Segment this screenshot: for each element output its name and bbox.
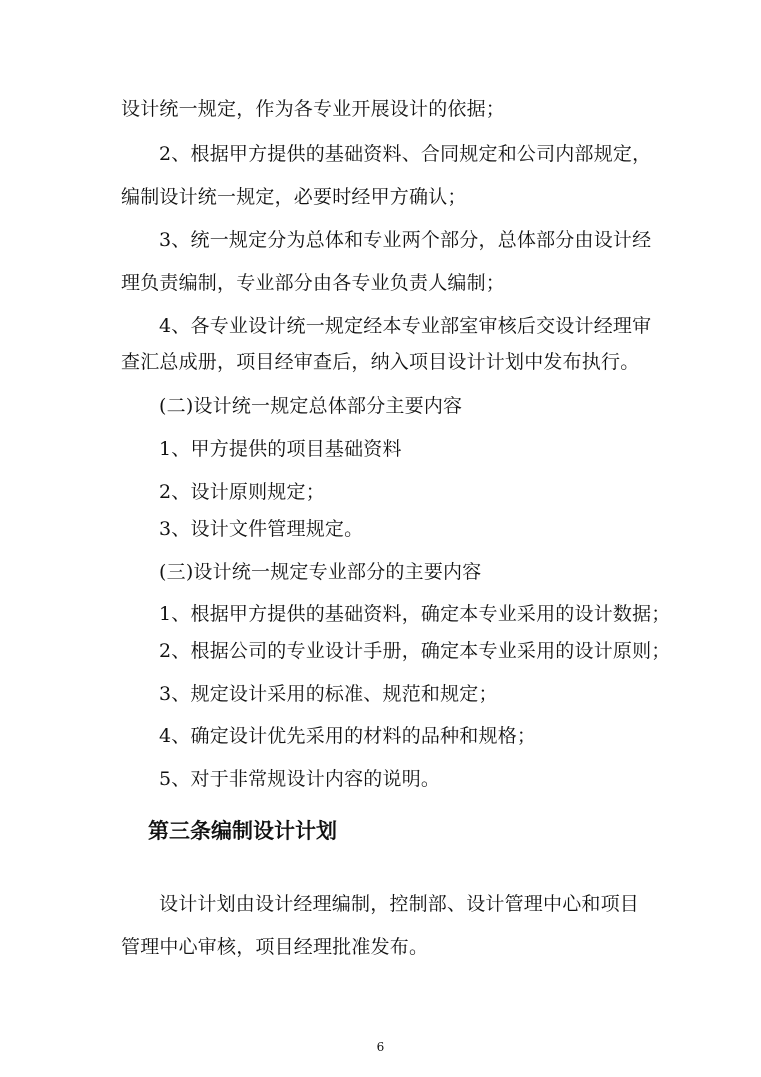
paragraph-line: 编制设计统一规定，必要时经甲方确认； [121,186,467,208]
list-item: 2、设计原则规定； [159,481,325,503]
paragraph-line: 查汇总成册，项目经审查后，纳入项目设计计划中发布执行。 [121,351,640,373]
list-item: 3、规定设计采用的标准、规范和规定； [159,683,498,705]
list-item: 4、确定设计优先采用的材料的品种和规格； [159,725,537,747]
list-item: 2、根据公司的专业设计手册，确定本专业采用的设计原则； [159,640,671,662]
subsection-title: (三)设计统一规定专业部分的主要内容 [159,561,482,583]
list-item: 5、对于非常规设计内容的说明。 [159,768,441,790]
paragraph-line: 3、统一规定分为总体和专业两个部分，总体部分由设计经 [159,229,652,251]
paragraph-line: 管理中心审核，项目经理批准发布。 [121,936,429,958]
page-number: 6 [376,1040,385,1054]
section-heading: 第三条编制设计计划 [148,819,337,843]
paragraph-line: 设计统一规定，作为各专业开展设计的依据； [121,98,506,120]
subsection-title: (二)设计统一规定总体部分主要内容 [159,395,463,417]
paragraph-line: 设计计划由设计经理编制，控制部、设计管理中心和项目 [159,893,640,915]
list-item: 3、设计文件管理规定。 [159,518,364,540]
paragraph-line: 4、各专业设计统一规定经本专业部室审核后交设计经理审 [159,315,652,337]
paragraph-line: 2、根据甲方提供的基础资料、合同规定和公司内部规定， [159,143,652,165]
paragraph-line: 理负责编制，专业部分由各专业负责人编制； [121,272,506,294]
list-item: 1、甲方提供的项目基础资料 [159,438,402,460]
list-item: 1、根据甲方提供的基础资料，确定本专业采用的设计数据； [159,603,671,625]
